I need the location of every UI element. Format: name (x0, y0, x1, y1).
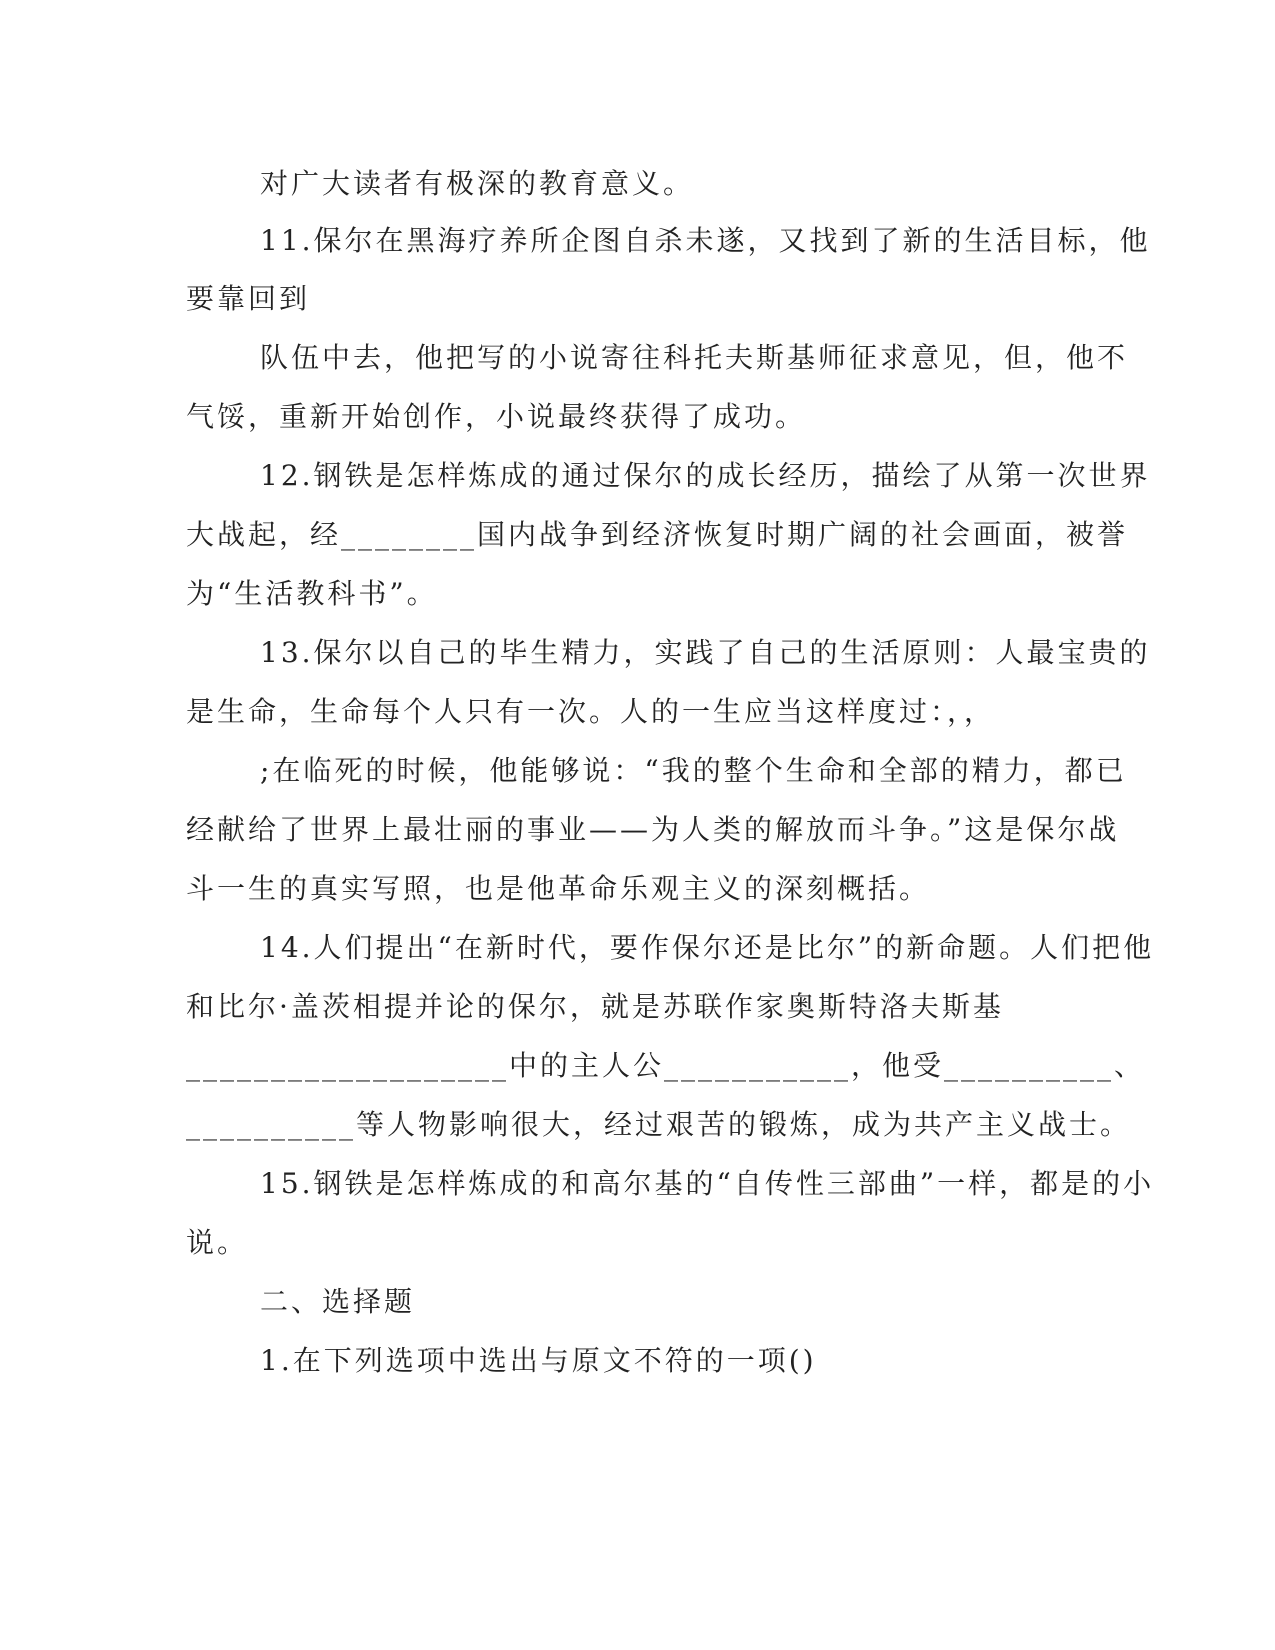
text-line: 要靠回到 (186, 282, 311, 315)
text-line: 14.人们提出“在新时代，要作保尔还是比尔”的新命题。人们把他 (260, 931, 1155, 964)
text-line: 气馁，重新开始创作，小说最终获得了成功。 (186, 400, 807, 433)
text-line: 13.保尔以自己的毕生精力，实践了自己的生活原则：人最宝贵的 (260, 636, 1151, 669)
text-line: 为“生活教科书”。 (186, 577, 438, 610)
text-line: ___________________中的主人公___________，他受__________、 (186, 1049, 1146, 1082)
text-line: 大战起，经________国内战争到经济恢复时期广阔的社会画面，被誉 (186, 518, 1129, 551)
text-line: __________等人物影响很大，经过艰苦的锻炼，成为共产主义战士。 (186, 1108, 1132, 1141)
section-heading: 二、选择题 (260, 1285, 416, 1318)
text-line: 说。 (186, 1226, 249, 1259)
text-line: ;在临死的时候，他能够说：“我的整个生命和全部的精力，都已 (260, 754, 1127, 787)
text-line: 15.钢铁是怎样炼成的和高尔基的“自传性三部曲”一样，都是的小 (260, 1167, 1155, 1200)
text-line: 队伍中去，他把写的小说寄往科托夫斯基师征求意见，但，他不 (260, 341, 1129, 374)
text-line: 斗一生的真实写照，也是他革命乐观主义的深刻概括。 (186, 872, 931, 905)
text-line: 12.钢铁是怎样炼成的通过保尔的成长经历，描绘了从第一次世界 (260, 459, 1151, 492)
text-line: 经献给了世界上最壮丽的事业——为人类的解放而斗争。”这是保尔战 (186, 813, 1120, 846)
text-line: 和比尔·盖茨相提并论的保尔，就是苏联作家奥斯特洛夫斯基 (186, 990, 1004, 1023)
text-line: 11.保尔在黑海疗养所企图自杀未遂，又找到了新的生活目标，他 (260, 224, 1151, 257)
text-line: 对广大读者有极深的教育意义。 (260, 167, 695, 200)
question-text: 1.在下列选项中选出与原文不符的一项() (260, 1344, 817, 1377)
text-line: 是生命，生命每个人只有一次。人的一生应当这样度过：，， (186, 695, 996, 728)
